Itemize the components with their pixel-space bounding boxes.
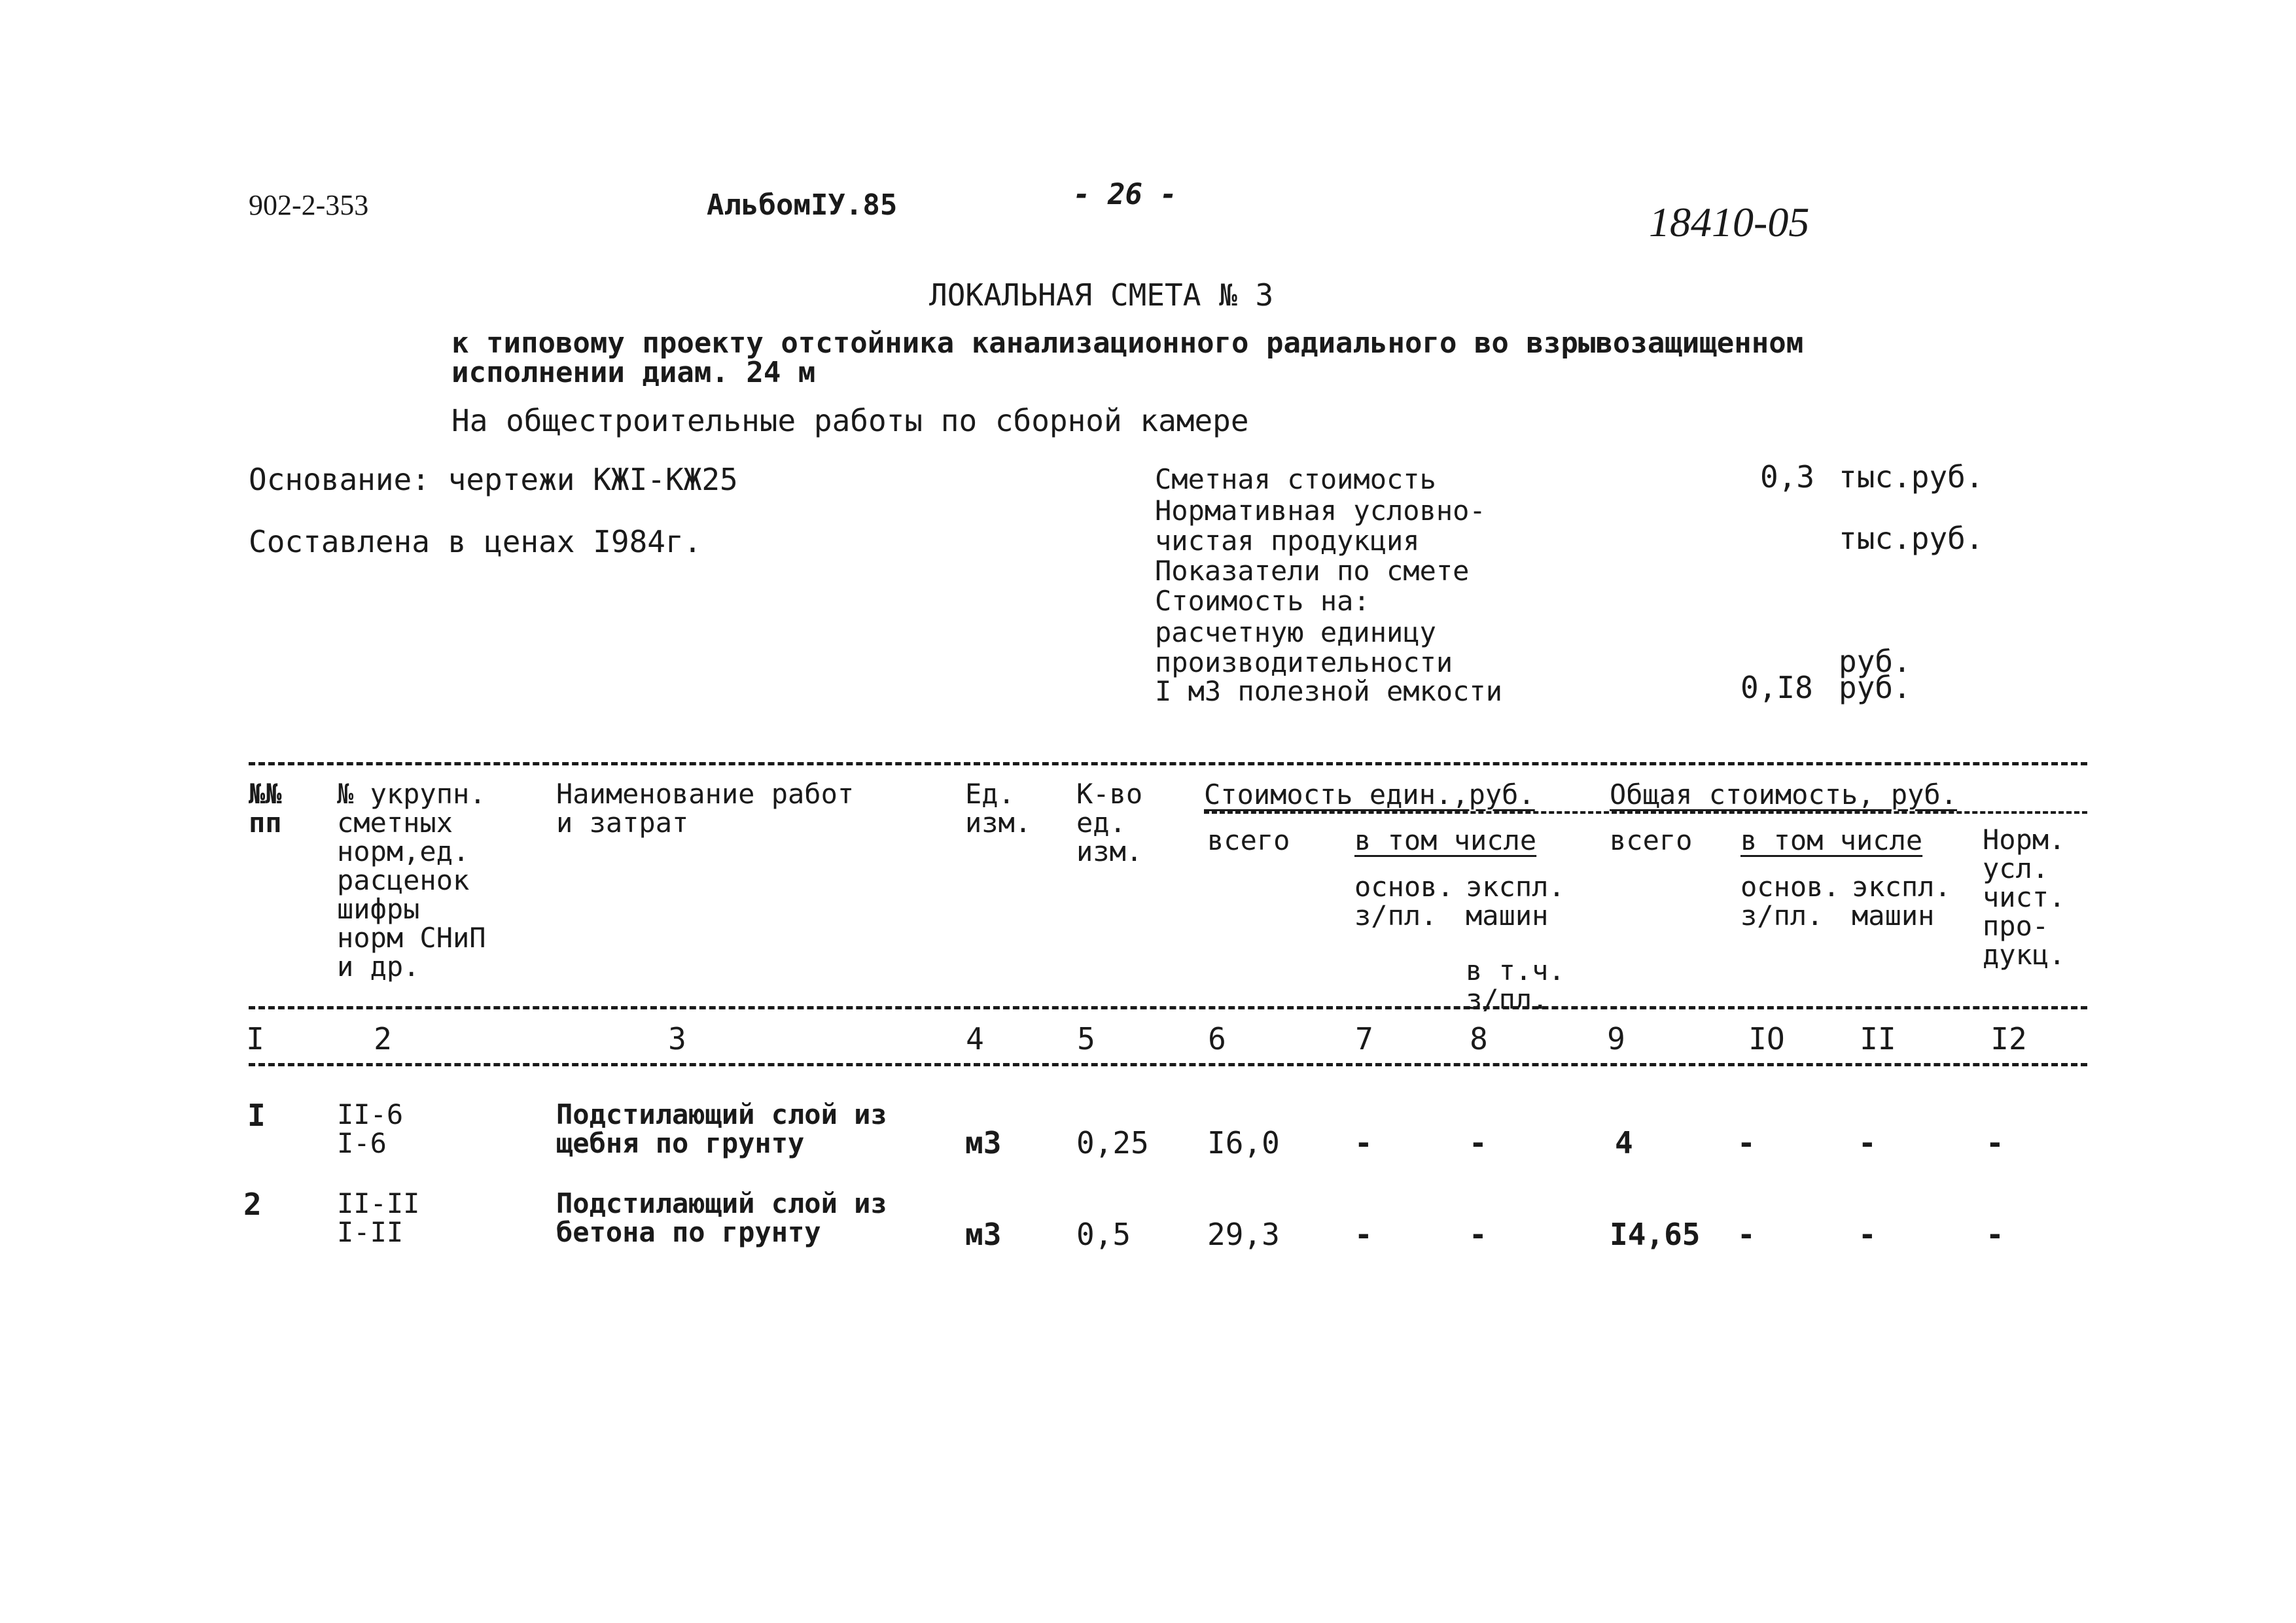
column-number: 3 xyxy=(668,1021,686,1056)
header-quantity: К-во ед. изм. xyxy=(1076,778,1143,867)
header-bottom-rule xyxy=(249,1006,2087,1009)
table-row-total-machines: - xyxy=(1858,1217,1877,1252)
m3-value: 0,I8 xyxy=(1740,670,1813,705)
column-number: IO xyxy=(1748,1021,1785,1056)
document-code: 902-2-353 xyxy=(249,189,369,221)
m3-unit: руб. xyxy=(1839,670,1911,705)
table-row-total: 4 xyxy=(1615,1125,1633,1161)
calc-unit-value: руб. xyxy=(1839,644,1911,679)
cost-label: Сметная стоимость xyxy=(1155,463,1436,495)
table-row-norm-product: - xyxy=(1986,1217,2004,1252)
header-norm-code: № укрупн. сметных норм,ед. расценок шифры норм СНиП и др. xyxy=(337,778,486,983)
table-row-unit: м3 xyxy=(965,1217,1002,1252)
header-unit: Ед. изм. xyxy=(965,778,1032,839)
header-work-name: Наименование работ и затрат xyxy=(556,778,855,839)
header-unit-total: всего xyxy=(1207,824,1290,856)
table-row-number: I xyxy=(247,1098,266,1133)
column-number: 8 xyxy=(1470,1021,1488,1056)
column-number-rule xyxy=(249,1063,2087,1066)
title-line-2: исполнении диам. 24 м xyxy=(451,356,816,389)
table-row-unit-salary: - xyxy=(1354,1125,1373,1161)
header-total-machines: экспл. машин xyxy=(1852,871,1951,932)
header-total-base-salary: основ. з/пл. xyxy=(1740,871,1840,932)
album-label: АльбомIУ.85 xyxy=(707,188,898,222)
registration-number: 18410-05 xyxy=(1649,199,1810,245)
cost-unit: тыс.руб. xyxy=(1839,459,1984,495)
header-total-including: в том числе xyxy=(1740,824,1923,856)
header-total-all: всего xyxy=(1610,824,1693,856)
table-row-code: II-II I-II xyxy=(337,1187,420,1248)
header-norm-product: Норм. усл. чист. про- дукц. xyxy=(1983,824,2066,971)
table-row-quantity: 0,25 xyxy=(1076,1125,1149,1161)
table-row-unit-machines: - xyxy=(1469,1217,1487,1252)
table-row-unit-total: 29,3 xyxy=(1207,1217,1280,1252)
table-row-unit-machines: - xyxy=(1469,1125,1487,1161)
table-row-total-salary: - xyxy=(1737,1217,1756,1252)
table-row-code: II-6 I-6 xyxy=(337,1098,404,1159)
column-number: I2 xyxy=(1990,1021,2027,1056)
table-top-rule xyxy=(249,762,2087,765)
title-line-1: к типовому проекту отстойника канализационного радиального во взрывозащищенном xyxy=(451,326,1804,360)
table-row-unit-salary: - xyxy=(1354,1217,1373,1252)
header-unit-including: в том числе xyxy=(1354,824,1537,856)
table-row-total-machines: - xyxy=(1858,1125,1877,1161)
column-number: 5 xyxy=(1077,1021,1095,1056)
header-unit-machines: экспл. машин xyxy=(1466,871,1565,932)
column-number: II xyxy=(1860,1021,1896,1056)
cost-per-label: Стоимость на: xyxy=(1155,585,1370,617)
header-unit-cost: Стоимость един.,руб. xyxy=(1204,778,1535,811)
column-number: 2 xyxy=(374,1021,392,1056)
header-unit-machines-salary: в т.ч. з/пл. xyxy=(1466,954,1565,1015)
norm-label-2: чистая продукция xyxy=(1155,525,1420,557)
table-row-total-salary: - xyxy=(1737,1125,1756,1161)
page-number: - 26 - xyxy=(1073,178,1177,211)
calc-unit-label-1: расчетную единицу xyxy=(1155,616,1436,648)
title-line-3: На общестроительные работы по сборной камере xyxy=(451,403,1249,438)
table-row-quantity: 0,5 xyxy=(1076,1217,1131,1252)
m3-label: I м3 полезной емкости xyxy=(1155,675,1503,707)
document-title: ЛОКАЛЬНАЯ СМЕТА № 3 xyxy=(929,277,1274,313)
norm-label-1: Нормативная условно- xyxy=(1155,495,1486,527)
table-row-norm-product: - xyxy=(1986,1125,2004,1161)
table-row-name: Подстилающий слой из щебня по грунту xyxy=(556,1098,887,1159)
indicators-label: Показатели по смете xyxy=(1155,555,1470,587)
column-number: I xyxy=(246,1021,264,1056)
header-total-cost: Общая стоимость, руб. xyxy=(1610,778,1958,811)
prices-text: Составлена в ценах I984г. xyxy=(249,524,702,559)
table-row-unit: м3 xyxy=(965,1125,1002,1161)
table-row-number: 2 xyxy=(243,1187,262,1222)
column-number: 4 xyxy=(966,1021,984,1056)
calc-unit-label-2: производительности xyxy=(1155,646,1453,678)
column-number: 9 xyxy=(1607,1021,1625,1056)
table-row-unit-total: I6,0 xyxy=(1207,1125,1280,1161)
basis-text: Основание: чертежи КЖI-КЖ25 xyxy=(249,462,738,497)
header-row-number: №№ пп xyxy=(249,778,282,839)
table-row-total: I4,65 xyxy=(1610,1217,1701,1252)
cost-group-rule xyxy=(1204,811,2087,814)
norm-unit: тыс.руб. xyxy=(1839,521,1984,556)
column-number: 6 xyxy=(1208,1021,1226,1056)
header-unit-base-salary: основ. з/пл. xyxy=(1354,871,1454,932)
table-row-name: Подстилающий слой из бетона по грунту xyxy=(556,1187,887,1248)
cost-value: 0,3 xyxy=(1760,459,1815,495)
column-number: 7 xyxy=(1355,1021,1373,1056)
